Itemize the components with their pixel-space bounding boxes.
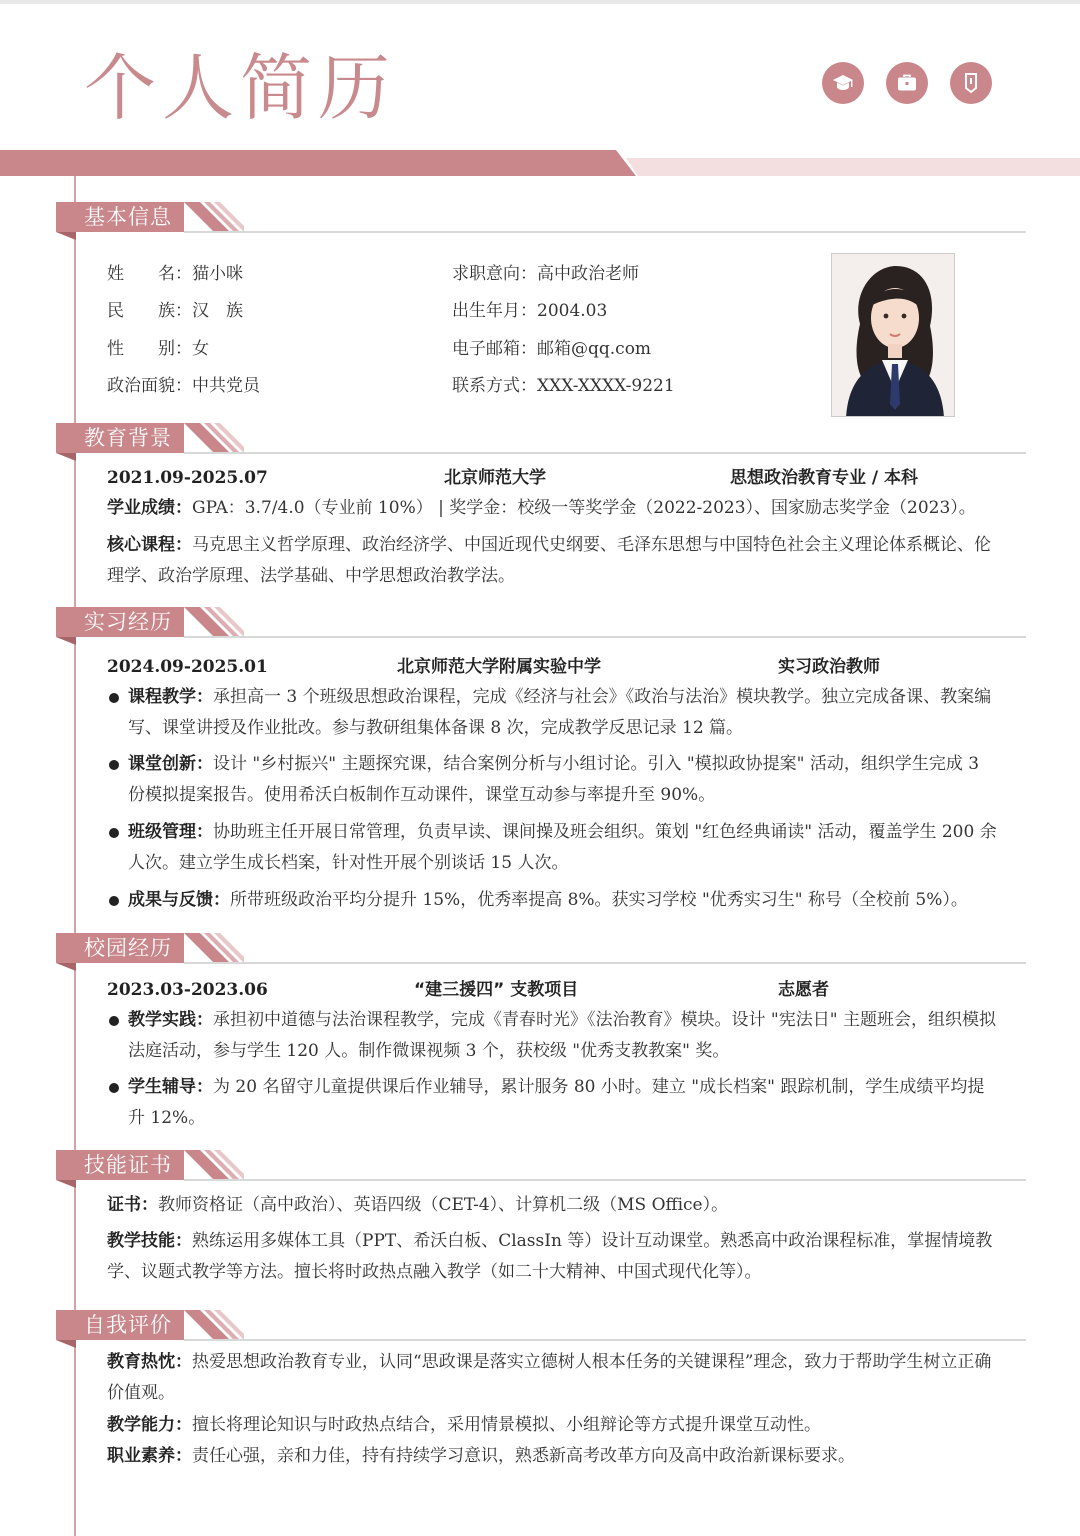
portrait-illustration (832, 254, 955, 417)
bullet-dot (109, 1083, 119, 1093)
section-header-basic (56, 202, 1026, 242)
education-courses (107, 530, 1002, 592)
item-label: 班级管理： (128, 822, 213, 842)
name-value: 猫小咪 (192, 264, 243, 284)
item-label: 教学实践： (128, 1010, 213, 1030)
section-stripes (184, 1310, 244, 1340)
cert-value: 教师资格证（高中政治）、英语四级（CET-4）、计算机二级（MS Office）。 (158, 1195, 729, 1215)
phone-row (452, 375, 675, 397)
internship-role: 实习政治教师 (778, 657, 880, 677)
section-rule (184, 1179, 1026, 1181)
birth-label: 出生年月： (452, 301, 537, 321)
campus-date: 2023.03-2023.06 (107, 980, 268, 1000)
item-label: 成果与反馈： (128, 890, 230, 910)
section-stripes (184, 1150, 244, 1180)
self-text: 擅长将理论知识与时政热点结合，采用情景模拟、小组辩论等方式提升课堂互动性。 (192, 1415, 821, 1435)
section-stripes (184, 933, 244, 963)
section-title: 基本信息 (56, 202, 184, 232)
self-item (107, 1441, 1002, 1472)
phone-value: XXX-XXXX-9221 (537, 376, 675, 396)
list-item (108, 749, 1000, 811)
politics-row (107, 375, 260, 397)
education-gpa (107, 493, 1002, 524)
name-row (107, 263, 243, 285)
list-item (108, 885, 1000, 916)
self-item (107, 1347, 1002, 1409)
section-rule (184, 231, 1026, 233)
section-title: 自我评价 (56, 1310, 184, 1340)
gpa-value: GPA：3.7/4.0（专业前 10%） | 奖学金：校级一等奖学金（2022-2023）、国家励志奖学金（2023）。 (192, 498, 976, 518)
section-header-skills (56, 1150, 1026, 1190)
education-date: 2021.09-2025.07 (107, 468, 268, 488)
section-stripes (184, 202, 244, 232)
skills-teaching (107, 1226, 1002, 1288)
intent-value: 高中政治老师 (537, 264, 639, 284)
intent-row (452, 263, 639, 285)
courses-label: 核心课程： (107, 535, 192, 555)
internship-org: 北京师范大学附属实验中学 (397, 657, 601, 677)
section-header-education (56, 423, 1026, 463)
section-title: 实习经历 (56, 607, 184, 637)
section-title: 教育背景 (56, 423, 184, 453)
item-label: 课堂创新： (128, 754, 213, 774)
gpa-label: 学业成绩： (107, 498, 192, 518)
bullet-dot (109, 760, 119, 770)
section-stripes (184, 423, 244, 453)
header-band (0, 150, 636, 176)
item-label: 学生辅导： (128, 1077, 213, 1097)
email-label: 电子邮箱： (452, 339, 537, 359)
list-item (108, 1072, 1000, 1134)
email-row (452, 338, 651, 360)
list-item (108, 1005, 1000, 1067)
gender-value: 女 (192, 339, 209, 359)
tag-icon (950, 62, 992, 104)
section-rule (184, 962, 1026, 964)
section-rule (184, 636, 1026, 638)
section-header-campus (56, 933, 1026, 973)
ribbon-fold (56, 453, 76, 461)
profile-photo (831, 253, 955, 417)
birth-row (452, 300, 607, 322)
gender-label: 性 别： (107, 339, 192, 359)
header-band-light (626, 158, 1080, 176)
graduation-cap-icon (822, 62, 864, 104)
ethnicity-row (107, 300, 243, 322)
politics-value: 中共党员 (192, 376, 260, 396)
campus-role: 志愿者 (778, 980, 829, 1000)
name-label: 姓 名： (107, 264, 192, 284)
self-label: 教育热忱： (107, 1352, 192, 1372)
self-text: 热爱思想政治教育专业，认同“思政课是落实立德树人根本任务的关键课程”理念，致力于帮助学生树立正确价值观。 (107, 1352, 992, 1403)
section-rule (184, 1339, 1026, 1341)
campus-org: “建三援四” 支教项目 (414, 980, 579, 1000)
section-title: 校园经历 (56, 933, 184, 963)
item-text: 设计 "乡村振兴" 主题探究课，结合案例分析与小组讨论。引入 "模拟政协提案" 活动，组织学生完成 3 份模拟提案报告。使用希沃白板制作互动课件，课堂互动参与率提升至 90%。 (128, 754, 980, 805)
ethnicity-label: 民 族： (107, 301, 192, 321)
ribbon-fold (56, 232, 76, 240)
briefcase-icon (886, 62, 928, 104)
self-label: 教学能力： (107, 1415, 192, 1435)
cert-label: 证书： (107, 1195, 158, 1215)
bullet-dot (109, 1016, 119, 1026)
education-school: 北京师范大学 (444, 468, 546, 488)
education-major: 思想政治教育专业 / 本科 (730, 468, 919, 488)
top-strip (0, 0, 1080, 4)
internship-date: 2024.09-2025.01 (107, 657, 268, 677)
gender-row (107, 338, 209, 360)
ethnicity-value: 汉 族 (192, 301, 243, 321)
item-text: 承担高一 3 个班级思想政治课程，完成《经济与社会》《政治与法治》模块教学。独立完成备课、教案编写、课堂讲授及作业批改。参与教研组集体备课 8 次，完成教学反思记录 12 篇。 (128, 687, 992, 738)
list-item (108, 682, 1000, 744)
birth-value: 2004.03 (537, 301, 608, 321)
header-icons (822, 62, 992, 104)
phone-label: 联系方式： (452, 376, 537, 396)
ribbon-fold (56, 637, 76, 645)
self-item (107, 1410, 1002, 1441)
bullet-dot (109, 828, 119, 838)
item-text: 协助班主任开展日常管理，负责早读、课间操及班会组织。策划 "红色经典诵读" 活动，覆盖学生 200 余人次。建立学生成长档案，针对性开展个别谈话 15 人次。 (128, 822, 997, 873)
section-title: 技能证书 (56, 1150, 184, 1180)
item-label: 课程教学： (128, 687, 213, 707)
courses-value: 马克思主义哲学原理、政治经济学、中国近现代史纲要、毛泽东思想与中国特色社会主义理论体系概论、伦理学、政治学原理、法学基础、中学思想政治教学法。 (107, 535, 991, 586)
ribbon-fold (56, 1340, 76, 1348)
section-header-self (56, 1310, 1026, 1350)
email-value[interactable]: 邮箱@qq.com (537, 339, 652, 359)
section-rule (184, 452, 1026, 454)
item-text: 承担初中道德与法治课程教学，完成《青春时光》《法治教育》模块。设计 "宪法日" 主题班会，组织模拟法庭活动，参与学生 120 人。制作微课视频 3 个，获校级 "优秀支教教案" 奖。 (128, 1010, 996, 1061)
list-item (108, 817, 1000, 879)
tech-value: 熟练运用多媒体工具（PPT、希沃白板、ClassIn 等）设计互动课堂。熟悉高中政治课程标准，掌握情境教学、议题式教学等方法。擅长将时政热点融入教学（如二十大精神、中国式现代化等）。 (107, 1231, 993, 1282)
skills-cert (107, 1190, 1002, 1221)
ribbon-fold (56, 1180, 76, 1188)
section-header-internship (56, 607, 1026, 647)
self-label: 职业素养： (107, 1446, 192, 1466)
bullet-dot (109, 693, 119, 703)
page-title: 个人简历 (84, 46, 397, 130)
section-stripes (184, 607, 244, 637)
ribbon-fold (56, 963, 76, 971)
intent-label: 求职意向： (452, 264, 537, 284)
item-text: 为 20 名留守儿童提供课后作业辅导，累计服务 80 小时。建立 "成长档案" 跟踪机制，学生成绩平均提升 12%。 (128, 1077, 985, 1128)
item-text: 所带班级政治平均分提升 15%，优秀率提高 8%。获实习学校 "优秀实习生" 称号（全校前 5%）。 (230, 890, 968, 910)
bullet-dot (109, 896, 119, 906)
politics-label: 政治面貌： (107, 376, 192, 396)
self-text: 责任心强，亲和力佳，持有持续学习意识，熟悉新高考改革方向及高中政治新课标要求。 (192, 1446, 855, 1466)
tech-label: 教学技能： (107, 1231, 192, 1251)
